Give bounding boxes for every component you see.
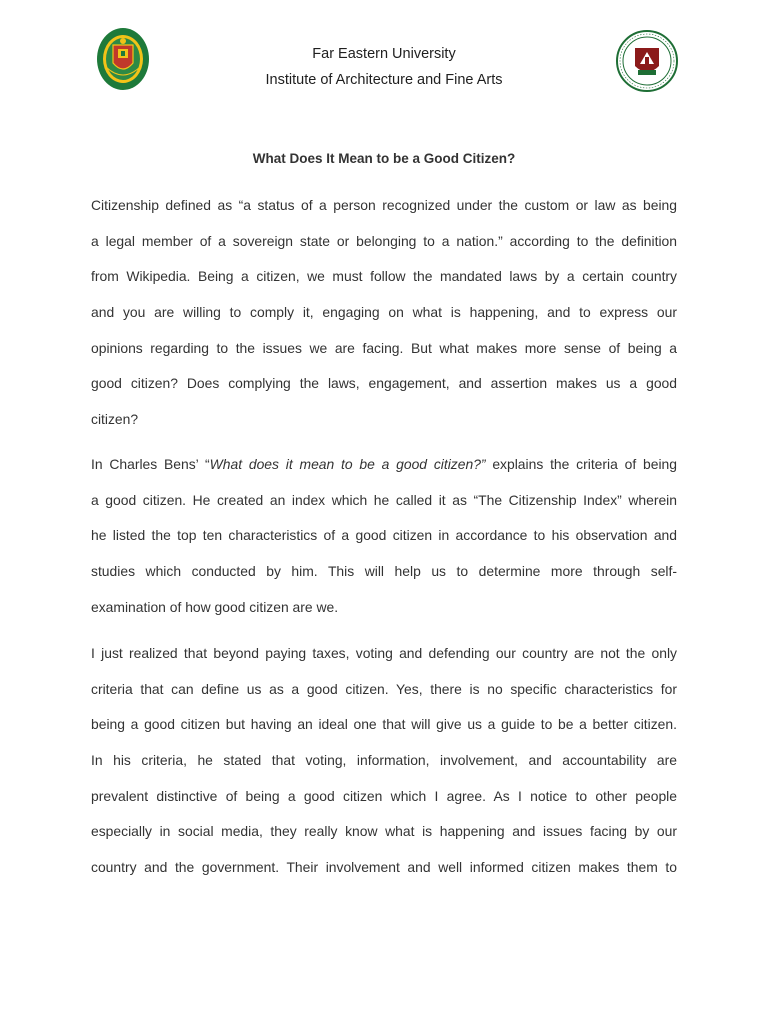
text-line: and you are willing to comply it, engaging on what is happening, and to express our xyxy=(91,304,677,321)
text-line: opinions regarding to the issues we are facing. But what makes more sense of being a xyxy=(91,339,677,356)
paragraph-1 xyxy=(91,188,677,438)
text-line: especially in social media, they really know what is happening and issues facing by our xyxy=(91,823,677,840)
text-line: country and the government. Their involvement and well informed citizen makes them to xyxy=(91,859,677,876)
text-run: explains the criteria of being xyxy=(485,456,677,472)
text-line xyxy=(91,447,677,483)
text-line: criteria that can define us as a good citizen. Yes, there is no specific characteristics for xyxy=(91,680,677,697)
university-name: Far Eastern University xyxy=(312,46,456,62)
text-line: a legal member of a sovereign state or belonging to a nation.” according to the definition xyxy=(91,232,677,249)
text-line: he listed the top ten characteristics of a good citizen in accordance to his observation and xyxy=(91,527,677,544)
text-line: Citizenship defined as “a status of a person recognized under the custom or law as being xyxy=(91,197,677,213)
institute-name: Institute of Architecture and Fine Arts xyxy=(265,72,503,88)
text-line: studies which conducted by him. This will help us to determine more through self- xyxy=(91,563,677,580)
paragraph-3 xyxy=(91,636,677,886)
text-line: prevalent distinctive of being a good citizen which I agree. As I notice to other people xyxy=(91,787,677,804)
text-line: I just realized that beyond paying taxes, voting and defending our country are not the only xyxy=(91,645,677,661)
text-line: good citizen? Does complying the laws, engagement, and assertion makes us a good xyxy=(91,375,677,392)
text-line: In his criteria, he stated that voting, information, involvement, and accountability are xyxy=(91,752,677,769)
essay-title: What Does It Mean to be a Good Citizen? xyxy=(252,151,516,166)
text-line: being a good citizen but having an ideal one that will give us a guide to be a better citizen. xyxy=(91,716,677,733)
italic-work-title: What does it mean to be a good citizen?” xyxy=(209,456,486,472)
text-line: a good citizen. He created an index which he called it as “The Citizenship Index” wherein xyxy=(91,491,677,508)
text-line: examination of how good citizen are we. xyxy=(91,598,339,615)
text-run: In Charles Bens’ “ xyxy=(91,456,210,472)
text-line: citizen? xyxy=(91,411,139,428)
paragraph-2 xyxy=(91,447,677,625)
text-line: from Wikipedia. Being a citizen, we must follow the mandated laws by a certain country xyxy=(91,268,677,285)
